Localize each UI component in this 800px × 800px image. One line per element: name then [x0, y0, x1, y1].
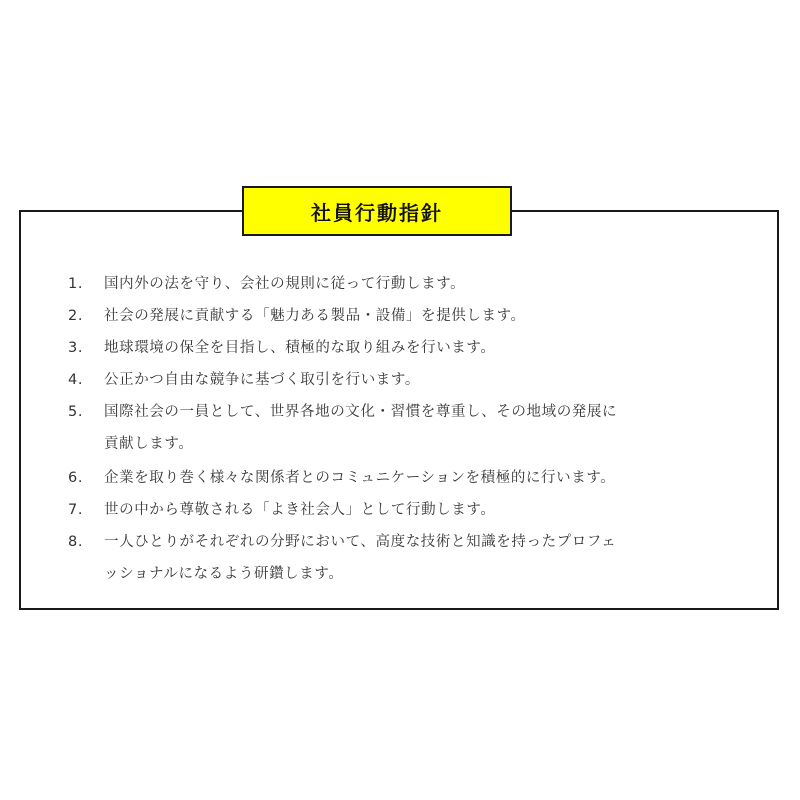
guideline-text-line: 社会の発展に貢献する「魅力ある製品・設備」を提供します。 — [104, 308, 526, 324]
guideline-text-line: 公正かつ自由な競争に基づく取引を行います。 — [104, 372, 420, 388]
guideline-number: 2. — [68, 308, 84, 324]
title-box — [242, 186, 512, 236]
guideline-item — [68, 364, 768, 396]
guideline-number: 5. — [68, 404, 84, 420]
guideline-number: 1. — [68, 276, 84, 292]
guideline-item — [68, 396, 768, 460]
guideline-text — [104, 396, 768, 460]
guideline-number: 6. — [68, 470, 84, 486]
guideline-item — [68, 462, 768, 494]
guideline-item — [68, 332, 768, 364]
guideline-text-line: 貢献します。 — [104, 436, 194, 452]
guideline-item — [68, 494, 768, 526]
guideline-text-line: 地球環境の保全を目指し、積極的な取り組みを行います。 — [104, 340, 496, 356]
guideline-text-line: 一人ひとりがそれぞれの分野において、高度な技術と知識を持ったプロフェ — [104, 534, 617, 550]
guideline-text-line: 世の中から尊敬される「よき社会人」として行動します。 — [104, 502, 496, 518]
guideline-text — [104, 332, 768, 364]
guideline-number: 4. — [68, 372, 84, 388]
guideline-text — [104, 364, 768, 396]
guideline-text-line: 企業を取り巻く様々な関係者とのコミュニケーションを積極的に行います。 — [104, 470, 616, 486]
guideline-number: 3. — [68, 340, 84, 356]
guideline-text-line: 国内外の法を守り、会社の規則に従って行動します。 — [104, 276, 466, 292]
guideline-item — [68, 268, 768, 300]
guideline-item — [68, 526, 768, 590]
guideline-text — [104, 494, 768, 526]
guideline-text — [104, 300, 768, 332]
guideline-list — [68, 268, 768, 590]
guideline-number: 8. — [68, 534, 84, 550]
guideline-item — [68, 300, 768, 332]
guideline-text-line: ッショナルになるよう研鑽します。 — [104, 566, 344, 582]
guideline-text — [104, 462, 768, 494]
guideline-text — [104, 526, 768, 590]
page-title: 社員行動指針 — [311, 200, 443, 225]
guideline-number: 7. — [68, 502, 84, 518]
guideline-text-line: 国際社会の一員として、世界各地の文化・習慣を尊重し、その地域の発展に — [104, 404, 618, 420]
guideline-text — [104, 268, 768, 300]
